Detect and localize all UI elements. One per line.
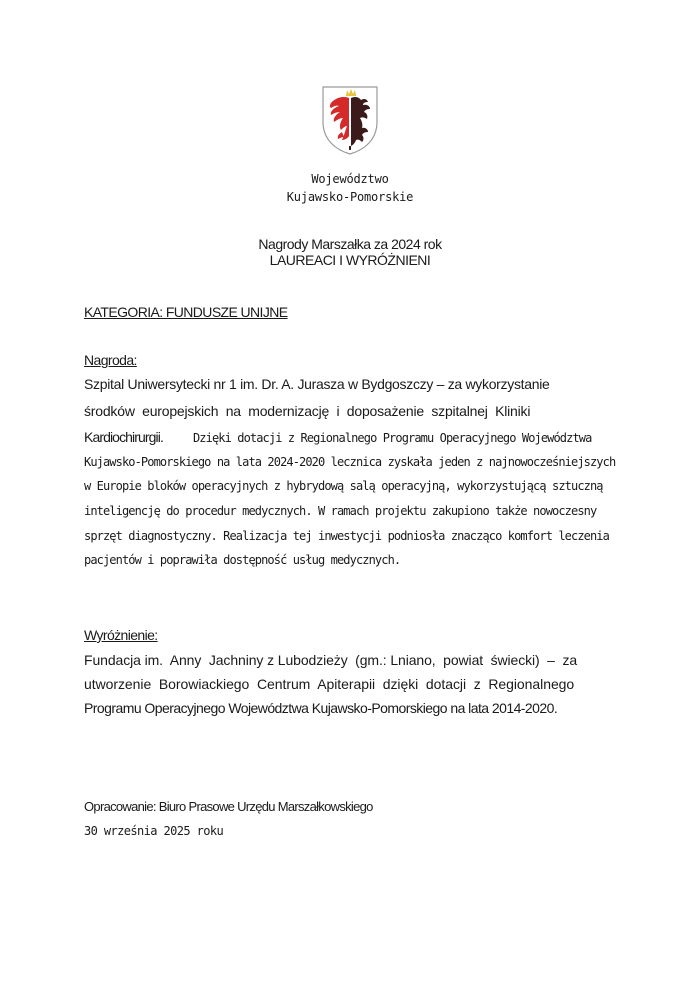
voivodeship-line-1: Województwo	[311, 172, 389, 186]
distinction-text-line: Fundacja im. Anny Jachniny z Lubodzieży (gm.: Lniano, powiat świecki) – za	[84, 652, 578, 668]
document-subtitle: LAUREACI I WYRÓŻNIENI	[269, 252, 431, 268]
award-text-line: Kujawsko-Pomorskiego na lata 2024-2020 lecznica zyskała jeden z najnowocześniejszych	[84, 455, 616, 469]
award-text-line: Szpital Uniwersytecki nr 1 im. Dr. A. Jurasza w Bydgoszczy – za wykorzystanie	[84, 376, 550, 392]
award-text-line: pacjentów i poprawiła dostępność usług medycznych.	[84, 553, 401, 567]
prepared-by: Opracowanie: Biuro Prasowe Urzędu Marszałkowskiego	[84, 799, 373, 814]
category-heading: KATEGORIA: FUNDUSZE UNIJNE	[84, 304, 288, 320]
award-text-fragment: Dzięki dotacji z Regionalnego Programu Operacyjnego Województwa	[192, 431, 592, 445]
award-text-line: inteligencję do procedur medycznych. W ramach projektu zakupiono także nowoczesny	[84, 504, 597, 518]
document-date: 30 września 2025 roku	[84, 824, 224, 838]
award-heading: Nagroda:	[84, 352, 137, 368]
distinction-heading: Wyróżnienie:	[84, 627, 158, 643]
award-text-line	[84, 399, 619, 423]
distinction-text-line: utworzenie Borowiackiego Centrum Apiterapii dzięki dotacji z Regionalnego	[84, 676, 575, 692]
award-text-fragment: Kardiochirurgii.	[84, 429, 163, 445]
award-text-line	[84, 425, 619, 450]
document-title: Nagrody Marszałka za 2024 rok	[258, 236, 442, 252]
award-text-line: środków europejskich na modernizację i doposażenie szpitalnej Kliniki	[84, 403, 531, 419]
distinction-text-line: Programu Operacyjnego Województwa Kujawsko-Pomorskiego na lata 2014-2020.	[84, 700, 558, 716]
award-text-line: sprzęt diagnostyczny. Realizacja tej inwestycji podniosła znacząco komfort leczenia	[84, 529, 609, 543]
voivodeship-line-2: Kujawsko-Pomorskie	[286, 190, 414, 204]
award-text-line: w Europie bloków operacyjnych z hybrydową salą operacyjną, wykorzystującą sztuczną	[84, 479, 603, 493]
coat-of-arms-icon	[320, 84, 380, 156]
